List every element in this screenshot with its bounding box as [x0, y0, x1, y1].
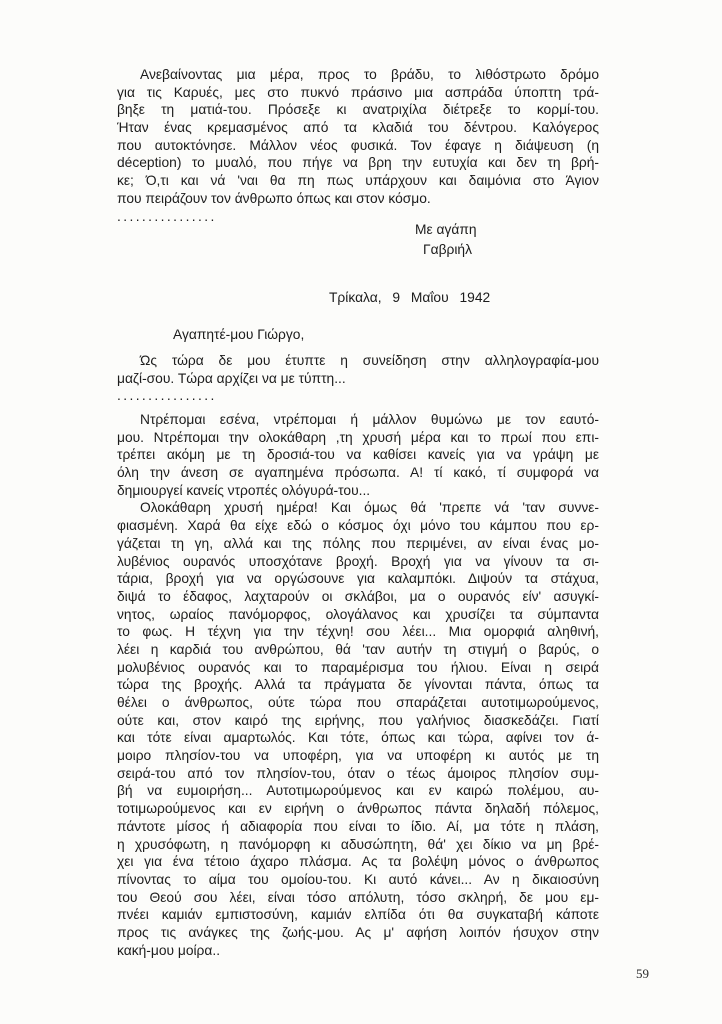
text-line: μοιρο πλησίον-του να υποφέρη, για να υποφέρη κι αυτός με τη — [117, 748, 599, 764]
letter-body — [117, 411, 599, 959]
text-line: Ήταν ένας κρεμασμένος από τα κλαδιά του δέντρου. Καλόγερος — [117, 120, 599, 136]
text-line: πίνοντας το αίμα του ομοίου-του. Κι αυτό κάνει... Αν η δικαιοσύνη — [117, 871, 599, 887]
text-line: τώρα της βροχής. Αλλά τα πράγματα δε γίνονται πάντα, όπως τα — [117, 677, 599, 693]
text-line: νητος, ωραίος πανόμορφος, ολογάλανος και χρυσίζει τα σύμπαντα — [117, 606, 599, 622]
text-line: κακή-μου μοίρα.. — [117, 942, 221, 958]
text-line: τρέπει ακόμη με τη δροσιά-του να καθίσει κανείς για να γράψη με — [117, 447, 599, 463]
letter-opening — [117, 352, 599, 405]
text-line: γάζεται τη γη, αλλά και της πόλης που περιμένει, αν είναι ένας μο- — [117, 535, 599, 551]
text-line: η χρυσόφωτη, η πανόμορφη κι αδυσώπητη, θά' χει δίκιο να μη βρέ- — [117, 836, 599, 852]
omission-dots: ................ — [117, 208, 217, 224]
text-line: Ντρέπομαι εσένα, ντρέπομαι ή μάλλον θυμώνω με τον εαυτό- — [140, 412, 599, 427]
page-number: 59 — [636, 966, 649, 981]
text-line: τοτιμωρούμενος και εν ειρήνη ο άνθρωπος πάντα δηλαδή πόλεμος, — [117, 801, 599, 817]
text-line: πνέει καμιάν εμπιστοσύνη, καμιάν ελπίδα ότι θα συγκαταβή κάποτε — [117, 907, 599, 923]
text-line: το φως. Η τέχνη για την τέχνη! σου λέει... Μια ομορφιά αληθινή, — [117, 624, 599, 640]
text-line: διψά το έδαφος, λαχταρούν οι σκλάβοι, μα ο ουρανός είν' ασυγκί- — [117, 588, 599, 604]
text-line: βηξε τη ματιά-του. Πρόσεξε κι ανατριχίλα διέτρεξε το κορμί-του. — [117, 102, 599, 118]
text-line: που πειράζουν τον άνθρωπο όπως και στον κόσμο. — [117, 190, 431, 206]
text-line: πάντοτε μίσος ή αδιαφορία που είναι το ίδιο. Αί, μα τότε η πλάση, — [117, 818, 599, 834]
text-line: προς τις ανάγκες της ζωής-μου. Ας μ' αφήση λοιπόν ήσυχον στην — [117, 924, 599, 940]
text-line: λυβένιος ουρανός υποσχότανε βροχή. Βροχή για να γίνουν τα σι- — [117, 553, 599, 569]
omission-dots: ................ — [117, 388, 217, 404]
text-line: ούτε και, στον καιρό της ειρήνης, που γαλήνιος διασκεδάζει. Γιατί — [117, 712, 599, 728]
letter-place-date: Τρίκαλα, 9 Μαΐου 1942 — [329, 290, 491, 305]
letter-signature: Γαβριήλ — [423, 242, 472, 257]
text-line: κε; Ό,τι και νά 'ναι θα πη πως υπάρχουν και δαιμόνια στο Άγιον — [117, 173, 599, 189]
text-line: μαζί-σου. Τώρα αρχίζει να με τύπτη... — [117, 370, 346, 386]
text-line: λέει η καρδιά του ανθρώπου, θά 'ταν αυτήν τη στιγμή ο βαρύς, ο — [117, 641, 599, 657]
text-line: δημιουργεί κανείς ντροπές ολόγυρά-του... — [117, 482, 371, 498]
text-line: όλη την άνεση σε αγαπημένα πρόσωπα. Α! τί κακό, τί συμφορά να — [117, 465, 599, 481]
letter-salutation: Αγαπητέ-μου Γιώργο, — [173, 327, 305, 342]
text-line: βή να ευμοιρήση... Αυτοτιμωρούμενος και εν καιρώ πολέμου, αυ- — [117, 783, 599, 799]
text-line: Ανεβαίνοντας μια μέρα, προς το βράδυ, το λιθόστρωτο δρόμο — [140, 67, 599, 82]
text-line: μολυβένιος ουρανός και το παραμέρισμα του ήλιου. Είναι η σειρά — [117, 659, 599, 675]
text-line: τάρια, βροχή για να οργώσουνε για καλαμπόκι. Διψούν τα στάχυα, — [117, 571, 599, 587]
text-line: μου. Ντρέπομαι την ολοκάθαρη ,τη χρυσή μέρα και το πρωί που επι- — [117, 429, 599, 445]
text-line: που αυτοκτόνησε. Μάλλον νέος φυσικά. Τον έφαγε η διάψευση (η — [117, 137, 599, 153]
text-line: του Θεού σου λέει, είναι τόσο απόλυτη, τόσο σκληρή, δε μου εμ- — [117, 889, 599, 905]
letter-closing: Με αγάπη — [415, 222, 477, 237]
text-line: déception) το μυαλό, που πήγε να βρη την ευτυχία και δεν τη βρή- — [117, 155, 599, 171]
text-line: και τότε είναι αμαρτωλός. Και τότε, όπως και τώρα, αφίνει τον ά- — [117, 730, 599, 746]
text-line: για τις Καρυές, μες στο πυκνό πράσινο μια ασπράδα ύποπτη τρά- — [117, 84, 599, 100]
text-line: φιασμένη. Χαρά θα είχε εδώ ο κόσμος όχι μόνο του κάμπου που ερ- — [117, 518, 599, 534]
text-line: χει για ένα τέτοιο άχαρο πλάσμα. Ας τα βολέψη μόνος ο άνθρωπος — [117, 854, 599, 870]
letter-previous-ending — [117, 66, 599, 225]
text-line: σειρά-του από τον πλησίον-του, όταν ο τέως άμοιρος πλησίον συμ- — [117, 765, 599, 781]
text-line: Ολοκάθαρη χρυσή ημέρα! Και όμως θά 'πρεπε νά 'ταν συννε- — [140, 500, 599, 516]
text-line: Ώς τώρα δε μου έτυπτε η συνείδηση στην αλληλογραφία-μου — [140, 353, 599, 368]
text-line: θέλει ο άνθρωπος, ούτε τώρα που σπαράζεται αυτοτιμωρούμενος, — [117, 695, 599, 710]
